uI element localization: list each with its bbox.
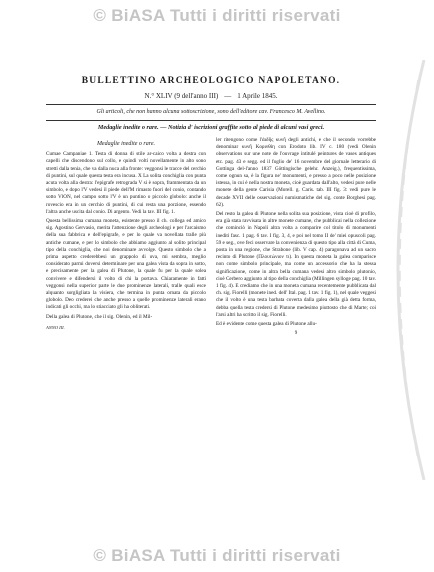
- paragraph: Del resto la galea di Plutone nella solita sua posizione, vista cioè di profilo, era già stata ravvisata in altre monete cumane, che pubblicai nella collezione che cominciò in Napoli altra volta a comparire col titolo di monumenti inediti fasc. 1 pag. 6 tav. I fig. 3, 4, e poi nel tomo II de' miei opuscoli pag. 59 e seg., ove feci osservare la convenienza di questo tipo alla città di Cuma, posta in una regione, che Strabone (lib. V cap. 4) paragonava ad un sacro recinto di Plutone (Πλουτώνιον τι). In questa moneta la galea comparisce non come simbolo principale, ma come un accessorio che ha la stessa significazione, come in altra bella cumana vedesi altro simbolo plutonio, cioè Cerbero aggiunto al tipo della conchiglia (Millingen sylloge pag. 10 tav. 1 fig. 4). E crediamo che in una moneta cumana recentemente pubblicata dal ch. sig. Fiorelli (monete ined. dell' Ital. pag. 1 tav. 1 fig. 1), nel quale veggesi che il volto è una testa barbata coverta dalla galea della già detta forma, debba quella testa credersi di Plutone medesimo piuttosto che di Marte; coi l'arsi altri ha scritto il sig. Fiorelli.: [216, 211, 376, 318]
- paragraph: Cumae Campaniae 1. Testa di donna di stile ar-caico volta a destra con capelli che discendono sul collo, e quindi volti novellamente in alto sono stretti dalla tenia, che va dalla nuca alla fronte: veggonsi le tracce del cerchio di puntini, sul quale questa testa era incusa. X La solita conchiglia con punta acuta volta alla destra: l'epigrafe retrograda V si è sopra, frammentata da un simbolo, e dopo l'V vedesi il piede dell'M rimasto fuori del conio, contando sotto VlON, nel campo sotto l'V è un puntino o piccolo globolo: anche il rovescio era in un cerchio di puntini, di cui resta una porzione, essendo l'altra anche uscita dal conio. Di argento. Vedi la tav. III fig. 1.: [46, 151, 206, 215]
- issue-number: N.° XLIV (9 dell'anno III): [144, 92, 219, 100]
- right-column: [216, 137, 376, 337]
- paragraph: Della galea di Plutone, che il sig. Olenin, ed il Mil-: [46, 313, 153, 320]
- notice-rule: [46, 120, 376, 121]
- page-number: 9: [294, 331, 298, 337]
- issue-line: [46, 92, 376, 100]
- article-subhead: Medaglie inedite o rare.: [96, 141, 156, 147]
- section-title: Medaglie inedite o rare. — Notizia d' iscrizioni graffite sotto al piede di alcuni vasi greci.: [97, 124, 325, 131]
- header-rule: [46, 104, 376, 105]
- library-stamp-watermark: [372, 60, 428, 480]
- signature-mark: ANNO III.: [46, 324, 65, 330]
- journal-title: BULLETTINO ARCHEOLOGICO NAPOLETANO.: [81, 76, 341, 86]
- document-page: [46, 70, 376, 337]
- paragraph: ler ritengono come l'ἀιδῆς κυνῆ degli antichi, e che il secondo vorrebbe denominar κυνῆ Κορινθίη con Erodoto lib. IV c. 180 (vedi Olenin observations sur une note de l'ouvrage intitulé peintures de vases antiques etc. pag. 43 e segg. ed il foglio de' 16 novembre del giornale letterario di Gottinga del-l'anno 1837 Göttingische gelehr. Anzeig.), frequentissima, come ognun sa, è la figura ne' monumenti, e presso a poco nelle posizione istessa, in cui è nella nostra moneta, cioè guardata dall'alto, vedesi pure nelle monete della gente Carisia (Morell. g. Caris. tab. III fig. 3: vedi pure le decade XVII delle osservazioni numismatiche del sig. conte Borghesi pag. 62).: [216, 137, 376, 208]
- watermark-banner-top: © BiASA Tutti i diritti riservati: [93, 6, 341, 25]
- paragraph: Questa bellissima cumana moneta, esistente presso il ch. collega ed amico sig. Agostino Gervasio, merita l'attenzione degli archeologi e per l'arcaismo della sua fabbrica e dell'epigrafe, e per lo quale va novellata tralle più antiche cumane, e per lo simbolo che abbiamo aggiunto al solito principal tipo della conchiglia, che noi denominare avvolge. Questo simbolo che a prima aspetto crederebbesi un grappolo di uva, mi sembra, meglio considerato parmi doversi determinare per una galea vista da sopra in sotto, e precisamente per la galea di Plutone, la quale fu per la quale solea convivere e difendersi il volto di chi la portava. Chiaramente in fatti veggonsi nella superior parte le due prominenze laterali, tralle quali esce alquanto sorgligliata la visiera, che termina in punta ornata da piccolo globolo. Deo crederei che anche presso a quelle prominenze laterali erano indicati gli occhi, ma lo stiacciato gli ha obliterati.: [46, 218, 206, 311]
- text-columns: [46, 137, 376, 337]
- issue-dash: —: [224, 92, 232, 100]
- left-column: [46, 137, 206, 337]
- editor-notice: Gli articoli, che non hanno alcuna sottoscrizione, sono dell'editore cav. Francesco M. Avellino.: [96, 109, 326, 115]
- issue-date: 1 Aprile 1845.: [237, 92, 278, 100]
- watermark-banner-bottom: © BiASA Tutti i diritti riservati: [93, 546, 341, 565]
- paragraph: Ed è evidente come questa galea di Plutone allu-: [216, 321, 317, 328]
